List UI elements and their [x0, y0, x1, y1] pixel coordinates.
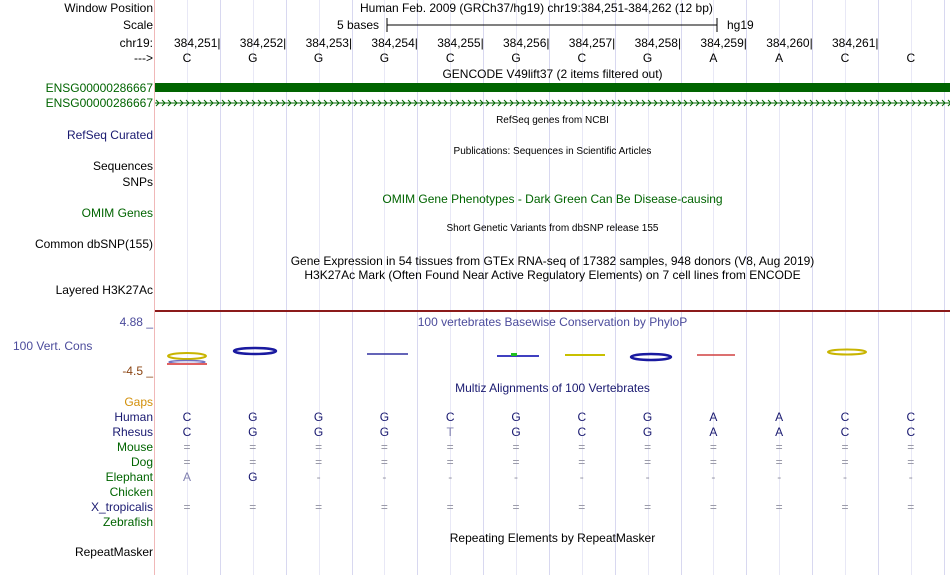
- aligned-base: =: [578, 500, 586, 514]
- species-base-row: [0, 425, 950, 439]
- aligned-base: -: [711, 470, 716, 484]
- reference-base: G: [379, 51, 390, 65]
- aligned-base: -: [579, 470, 584, 484]
- reference-base: G: [642, 51, 653, 65]
- gencode-track-title: GENCODE V49lift37 (2 items filtered out): [442, 67, 663, 81]
- chrom-label: chr19:: [119, 36, 153, 50]
- aligned-base: C: [182, 425, 192, 439]
- aligned-base: -: [843, 470, 847, 484]
- aligned-base: =: [512, 440, 520, 454]
- aligned-base: G: [313, 410, 324, 424]
- scale-text: 5 bases: [337, 18, 380, 32]
- aligned-base: A: [775, 425, 784, 439]
- aligned-base: =: [841, 500, 849, 514]
- h3k27ac-track-label[interactable]: Layered H3K27Ac: [55, 283, 153, 297]
- multiz-track-title: Multiz Alignments of 100 Vertebrates: [455, 381, 650, 395]
- aligned-base: G: [248, 470, 258, 484]
- aligned-base: -: [908, 470, 913, 484]
- species-label[interactable]: Dog: [130, 455, 153, 469]
- aligned-base: =: [775, 440, 783, 454]
- species-label[interactable]: X_tropicalis: [90, 500, 153, 514]
- position-tick-label: 384,261|: [832, 36, 879, 50]
- aligned-base: A: [709, 425, 718, 439]
- gencode-intron-arrows[interactable]: [155, 97, 950, 109]
- position-tick-label: 384,259|: [700, 36, 747, 50]
- strand-label: --->: [134, 51, 153, 65]
- repeatmasker-track-label[interactable]: RepeatMasker: [74, 545, 153, 559]
- aligned-base: C: [182, 410, 192, 424]
- gtex-track-title: Gene Expression in 54 tissues from GTEx RNA-seq of 17382 samples, 948 donors (V8, Aug 2019): [290, 254, 815, 268]
- aligned-base: A: [775, 410, 784, 424]
- reference-base: G: [313, 51, 324, 65]
- sequences-track-label[interactable]: Sequences: [92, 159, 153, 173]
- aligned-base: =: [775, 500, 783, 514]
- aligned-base: -: [645, 470, 650, 484]
- aligned-base: =: [775, 455, 783, 469]
- aligned-base: =: [709, 455, 717, 469]
- aligned-base: =: [644, 440, 652, 454]
- aligned-base: =: [841, 440, 849, 454]
- conservation-logo-graph: [155, 340, 950, 370]
- aligned-base: =: [446, 455, 454, 469]
- scale-bar: [385, 15, 725, 35]
- aligned-base: =: [578, 440, 586, 454]
- aligned-base: G: [642, 425, 653, 439]
- aligned-base: =: [841, 455, 849, 469]
- aligned-base: G: [511, 410, 521, 424]
- reference-base: C: [906, 51, 916, 65]
- position-tick-label: 384,251|: [174, 36, 221, 50]
- aligned-base: G: [248, 410, 258, 424]
- aligned-base: C: [906, 410, 916, 424]
- aligned-base: =: [709, 440, 717, 454]
- reference-base: C: [577, 51, 587, 65]
- aligned-base: =: [183, 440, 191, 454]
- aligned-base: =: [907, 440, 915, 454]
- species-base-row: [0, 455, 950, 469]
- aligned-base: =: [315, 440, 323, 454]
- conservation-track-title: 100 vertebrates Basewise Conservation by PhyloP: [417, 315, 688, 329]
- species-label[interactable]: Elephant: [105, 470, 153, 484]
- scale-label: Scale: [122, 18, 153, 32]
- aligned-base: G: [313, 425, 324, 439]
- conservation-track-label[interactable]: 100 Vert. Cons: [13, 339, 93, 353]
- snps-track-label[interactable]: SNPs: [122, 175, 153, 189]
- aligned-base: =: [380, 440, 388, 454]
- h3k27ac-track-title: H3K27Ac Mark (Often Found Near Active Regulatory Elements) on 7 cell lines from ENCODE: [304, 268, 801, 282]
- reference-base: A: [709, 51, 718, 65]
- publications-track-title: Publications: Sequences in Scientific Articles: [453, 146, 652, 157]
- aligned-base: A: [182, 470, 191, 484]
- aligned-base: -: [448, 470, 453, 484]
- species-base-row: [0, 470, 950, 484]
- aligned-base: =: [249, 440, 257, 454]
- gencode-item-label[interactable]: ENSG00000286667: [45, 81, 153, 95]
- aligned-base: =: [644, 500, 652, 514]
- repeatmasker-track-title: Repeating Elements by RepeatMasker: [449, 531, 656, 545]
- aligned-base: C: [577, 410, 587, 424]
- reference-base: G: [248, 51, 258, 65]
- window-position-value: Human Feb. 2009 (GRCh37/hg19) chr19:384,251-384,262 (12 bp): [360, 1, 713, 15]
- refseq-track-title: RefSeq genes from NCBI: [496, 115, 609, 126]
- aligned-base: =: [644, 455, 652, 469]
- aligned-base: -: [514, 470, 518, 484]
- dbsnp-track-title: Short Genetic Variants from dbSNP release 155: [446, 223, 659, 234]
- species-label[interactable]: Zebrafish: [102, 515, 153, 529]
- species-base-row: [0, 440, 950, 454]
- reference-base: C: [445, 51, 455, 65]
- aligned-base: =: [512, 500, 520, 514]
- aligned-base: =: [249, 500, 257, 514]
- aligned-base: C: [445, 410, 455, 424]
- aligned-base: =: [249, 455, 257, 469]
- aligned-base: =: [446, 440, 454, 454]
- window-position-label: Window Position: [64, 1, 153, 15]
- position-tick-label: 384,255|: [437, 36, 484, 50]
- gencode-gene-block[interactable]: [155, 83, 950, 92]
- aligned-base: =: [907, 500, 915, 514]
- aligned-base: =: [380, 500, 388, 514]
- aligned-base: C: [577, 425, 587, 439]
- aligned-base: T: [446, 425, 454, 439]
- aligned-base: =: [709, 500, 717, 514]
- species-base-row: [0, 410, 950, 424]
- aligned-base: =: [183, 455, 191, 469]
- species-base-row: [0, 500, 950, 514]
- position-tick-label: 384,258|: [634, 36, 682, 50]
- conservation-min-value: -4.5 _: [122, 364, 153, 378]
- position-tick-label: 384,260|: [766, 36, 813, 50]
- position-tick-label: 384,257|: [568, 36, 616, 50]
- position-tick-label: 384,256|: [503, 36, 550, 50]
- position-ruler: [0, 36, 950, 50]
- position-tick-label: 384,254|: [371, 36, 418, 50]
- aligned-base: =: [183, 500, 191, 514]
- scale-assembly: hg19: [727, 18, 754, 32]
- gaps-label: Gaps: [124, 395, 153, 409]
- aligned-base: =: [907, 455, 915, 469]
- species-base-row: [0, 515, 950, 529]
- aligned-base: A: [709, 410, 718, 424]
- conservation-max-value: 4.88 _: [119, 315, 153, 329]
- aligned-base: -: [316, 470, 321, 484]
- aligned-base: -: [382, 470, 387, 484]
- aligned-base: =: [578, 455, 586, 469]
- gencode-item-label[interactable]: ENSG00000286667: [45, 96, 153, 110]
- aligned-base: G: [379, 410, 390, 424]
- aligned-base: G: [642, 410, 653, 424]
- omim-track-title: OMIM Gene Phenotypes - Dark Green Can Be Disease-causing: [382, 192, 723, 206]
- reference-base: C: [182, 51, 192, 65]
- species-label[interactable]: Mouse: [116, 440, 153, 454]
- aligned-base: C: [840, 425, 850, 439]
- aligned-base: C: [906, 425, 916, 439]
- reference-base: A: [775, 51, 784, 65]
- aligned-base: C: [840, 410, 850, 424]
- h3k27ac-signal-line: [155, 310, 950, 312]
- reference-base: G: [511, 51, 521, 65]
- reference-bases: [0, 51, 950, 65]
- species-base-row: [0, 485, 950, 499]
- aligned-base: G: [379, 425, 390, 439]
- refseq-track-label[interactable]: RefSeq Curated: [66, 128, 153, 142]
- aligned-base: =: [315, 455, 323, 469]
- dbsnp-track-label[interactable]: Common dbSNP(155): [34, 237, 153, 251]
- aligned-base: =: [380, 455, 388, 469]
- species-label[interactable]: Rhesus: [112, 425, 153, 439]
- aligned-base: =: [446, 500, 454, 514]
- aligned-base: G: [248, 425, 258, 439]
- aligned-base: -: [777, 470, 782, 484]
- aligned-base: =: [512, 455, 520, 469]
- species-label[interactable]: Human: [114, 410, 153, 424]
- reference-base: C: [840, 51, 850, 65]
- species-label[interactable]: Chicken: [109, 485, 153, 499]
- aligned-base: =: [315, 500, 323, 514]
- omim-track-label[interactable]: OMIM Genes: [81, 206, 153, 220]
- aligned-base: G: [511, 425, 521, 439]
- position-tick-label: 384,253|: [305, 36, 353, 50]
- position-tick-label: 384,252|: [239, 36, 287, 50]
